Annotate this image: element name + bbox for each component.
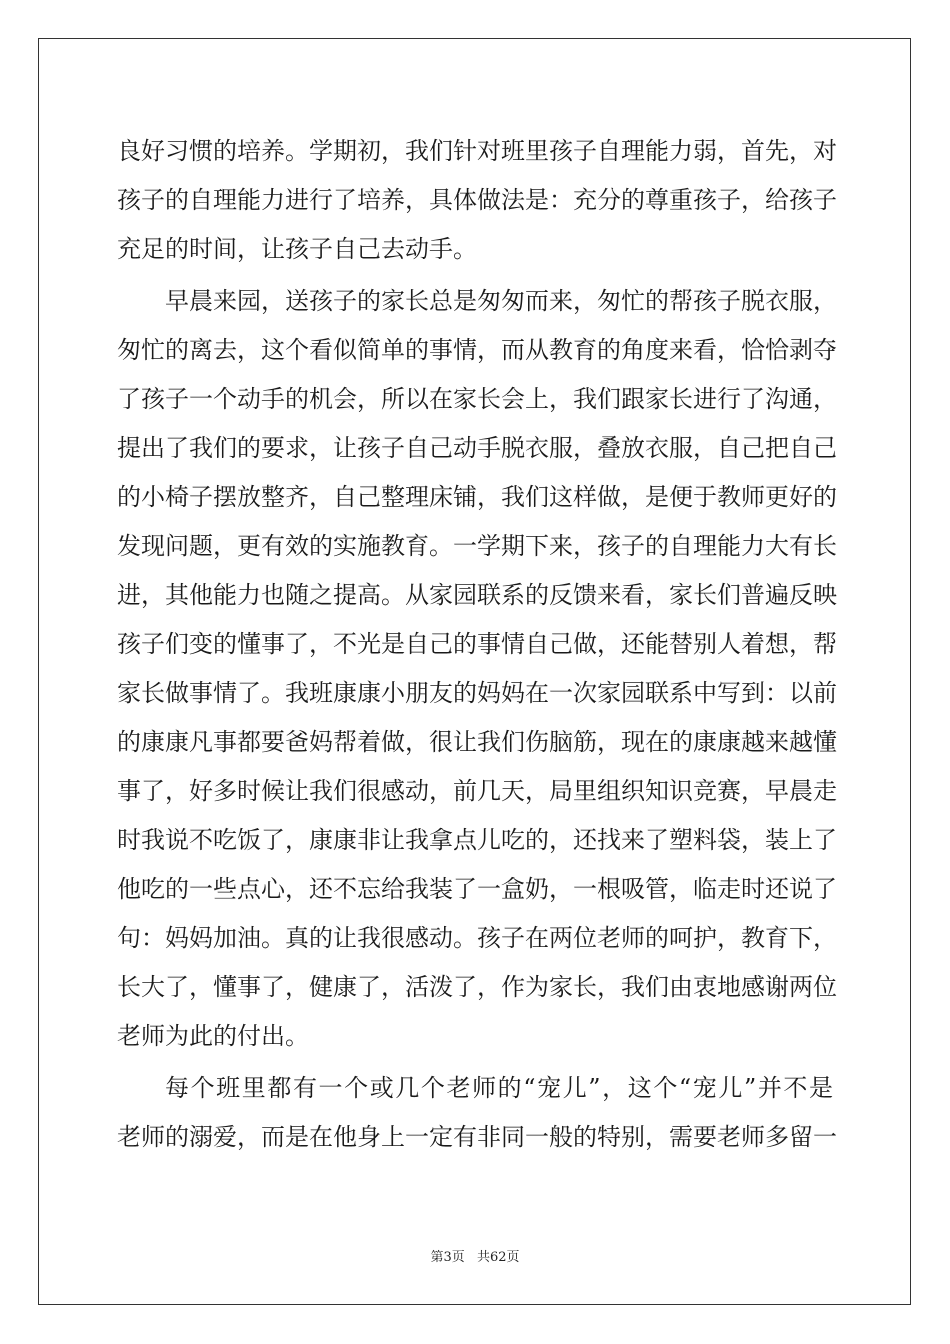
text-line: 老师为此的付出。	[117, 1022, 309, 1050]
text-line: 的小椅子摆放整齐，自己整理床铺，我们这样做，是便于教师更好的	[117, 483, 837, 511]
text-line: 时我说不吃饭了，康康非让我拿点儿吃的，还找来了塑料袋，装上了	[117, 826, 837, 854]
text-line: 家长做事情了。我班康康小朋友的妈妈在一次家园联系中写到：以前	[117, 679, 837, 707]
text-line: 充足的时间，让孩子自己去动手。	[117, 235, 477, 263]
text-line: 事了，好多时候让我们很感动，前几天，局里组织知识竞赛，早晨走	[117, 777, 837, 805]
text-line: 提出了我们的要求，让孩子自己动手脱衣服，叠放衣服，自己把自己	[117, 434, 837, 462]
text-line: 孩子们变的懂事了，不光是自己的事情自己做，还能替别人着想，帮	[117, 630, 837, 658]
text-line: 良好习惯的培养。学期初，我们针对班里孩子自理能力弱，首先，对	[117, 137, 837, 165]
text-line: 他吃的一些点心，还不忘给我装了一盒奶，一根吸管，临走时还说了	[117, 875, 837, 903]
text-line: 句：妈妈加油。真的让我很感动。孩子在两位老师的呵护，教育下，	[117, 924, 837, 952]
text-line: 每个班里都有一个或几个老师的“宠儿”，这个“宠儿”并不是	[165, 1074, 833, 1102]
page-footer	[0, 1246, 950, 1265]
page-number: 第3页	[430, 1250, 465, 1265]
text-line: 匆忙的离去，这个看似简单的事情，而从教育的角度来看，恰恰剥夺	[117, 336, 837, 364]
text-line: 老师的溺爱，而是在他身上一定有非同一般的特别，需要老师多留一	[117, 1123, 837, 1151]
text-line: 了孩子一个动手的机会，所以在家长会上，我们跟家长进行了沟通，	[117, 385, 837, 413]
text-line: 孩子的自理能力进行了培养，具体做法是：充分的尊重孩子，给孩子	[117, 186, 837, 214]
text-line: 的康康凡事都要爸妈帮着做，很让我们伤脑筋，现在的康康越来越懂	[117, 728, 837, 756]
text-line: 早晨来园，送孩子的家长总是匆匆而来，匆忙的帮孩子脱衣服，	[165, 287, 837, 315]
text-line: 发现问题，更有效的实施教育。一学期下来，孩子的自理能力大有长	[117, 532, 837, 560]
text-line: 进，其他能力也随之提高。从家园联系的反馈来看，家长们普遍反映	[117, 581, 837, 609]
page-total: 共62页	[476, 1250, 520, 1265]
text-line: 长大了，懂事了，健康了，活泼了，作为家长，我们由衷地感谢两位	[117, 973, 837, 1001]
